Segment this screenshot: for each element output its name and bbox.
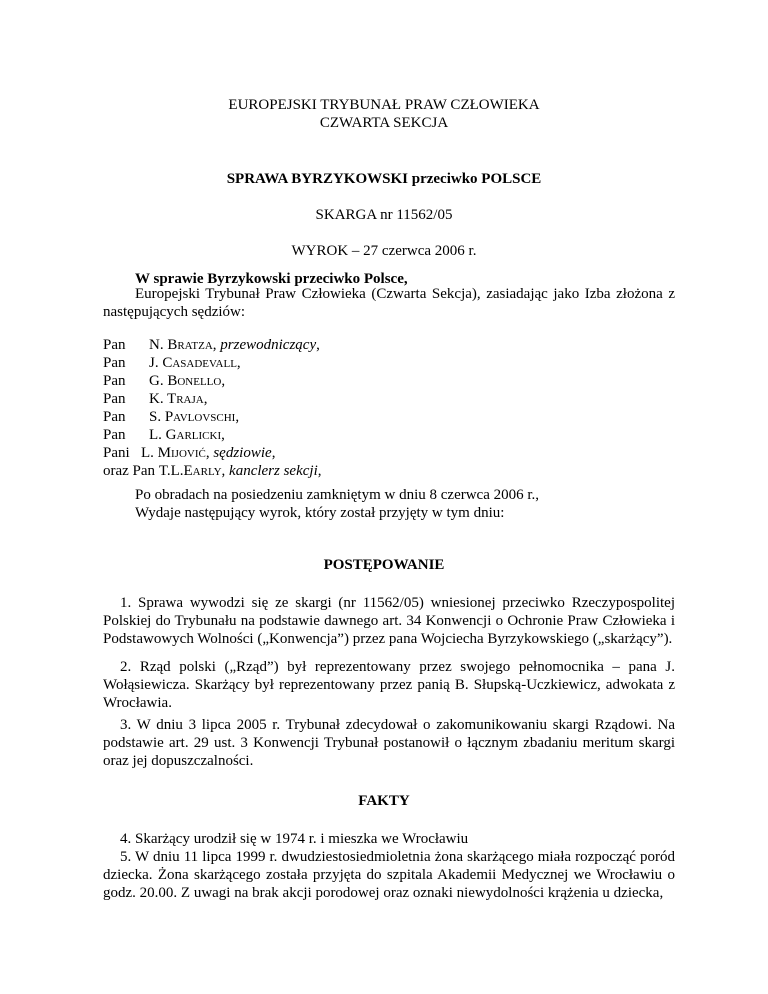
deliberation-line-1: Po obradach na posiedzeniu zamkniętym w dniu 8 czerwca 2006 r., <box>135 487 540 503</box>
paragraph-1: 1. Sprawa wywodzi się ze skargi (nr 11562/05) wniesionej przeciwko Rzeczypospolitej Polskiej do Trybunału na podstawie dawnego art. 34 Konwencji o Ochronie Praw Człowieka i Podstawowych Wolności („Konwencja”) przez pana Wojciecha Byrzykowskiego („skarżący”). <box>103 595 675 647</box>
intro-text: Europejski Trybunał Praw Człowieka (Czwarta Sekcja), zasiadając jako Izba złożona z następujących sędziów: <box>103 286 675 320</box>
court-name: EUROPEJSKI TRYBUNAŁ PRAW CZŁOWIEKA <box>228 97 540 113</box>
judge-name: J. Casadevall <box>149 355 237 371</box>
judge-row: Pani L. Mijović, sędziowie, <box>103 445 276 461</box>
judge-row: Pan J. Casadevall, <box>103 355 241 371</box>
registrar-role: kanclerz sekcji <box>229 463 318 479</box>
judge-row: Pan S. Pavlovschi, <box>103 409 240 425</box>
paragraph-2: 2. Rząd polski („Rząd”) był reprezentowany przez swojego pełnomocnika – pana J. Wołąsiewicza. Skarżący był reprezentowany przez panią B. Słupską-Uczkiewicz, adwokata z Wrocławia. <box>103 659 675 711</box>
registrar-row: oraz Pan T.L.Early, kanclerz sekcji, <box>103 463 322 479</box>
judge-row: Pan L. Garlicki, <box>103 427 225 443</box>
judge-row: Pan K. Traja, <box>103 391 208 407</box>
court-section: CZWARTA SEKCJA <box>319 115 449 131</box>
judge-name: L. Garlicki <box>149 427 222 443</box>
judge-name: L. Mijović <box>141 445 206 461</box>
judge-name: S. Pavlovschi <box>149 409 236 425</box>
judge-name: G. Bonello <box>149 373 222 389</box>
deliberation-line-2: Wydaje następujący wyrok, który został przyjęty w tym dniu: <box>135 505 505 521</box>
judge-name: K. Traja <box>149 391 204 407</box>
intro-heading: W sprawie Byrzykowski przeciwko Polsce, <box>135 271 408 287</box>
section-heading-facts: FAKTY <box>358 793 410 809</box>
judge-row: Pan G. Bonello, <box>103 373 226 389</box>
paragraph-4: 4. Skarżący urodził się w 1974 r. i mieszka we Wrocławiu <box>120 831 469 847</box>
judge-row: Pan N. Bratza, przewodniczący, <box>103 337 320 353</box>
registrar-name: T.L.Early <box>158 463 222 479</box>
judge-role: przewodniczący <box>220 337 317 353</box>
judge-name: N. Bratza <box>149 337 213 353</box>
judges-list <box>103 336 322 480</box>
judgment-date: WYROK – 27 czerwca 2006 r. <box>291 243 477 259</box>
judge-role: sędziowie <box>213 445 272 461</box>
paragraph-3: 3. W dniu 3 lipca 2005 r. Trybunał zdecydował o zakomunikowaniu skargi Rządowi. Na podstawie art. 29 ust. 3 Konwencji Trybunał postanowił o łącznym zbadaniu meritum skargi oraz jej dopuszczalności. <box>103 717 675 769</box>
paragraph-5: 5. W dniu 11 lipca 1999 r. dwudziestosiedmioletnia żona skarżącego miała rozpocząć poród dziecka. Żona skarżącego została przyjęta do szpitala Akademii Medycznej we Wrocławiu o godz. 20.00. Z uwagi na brak akcji porodowej oraz oznaki niewydolności krążenia u dziecka, <box>103 849 675 901</box>
section-heading-procedure: POSTĘPOWANIE <box>323 557 445 573</box>
case-title: SPRAWA BYRZYKOWSKI przeciwko POLSCE <box>226 171 542 187</box>
application-number: SKARGA nr 11562/05 <box>315 207 453 223</box>
